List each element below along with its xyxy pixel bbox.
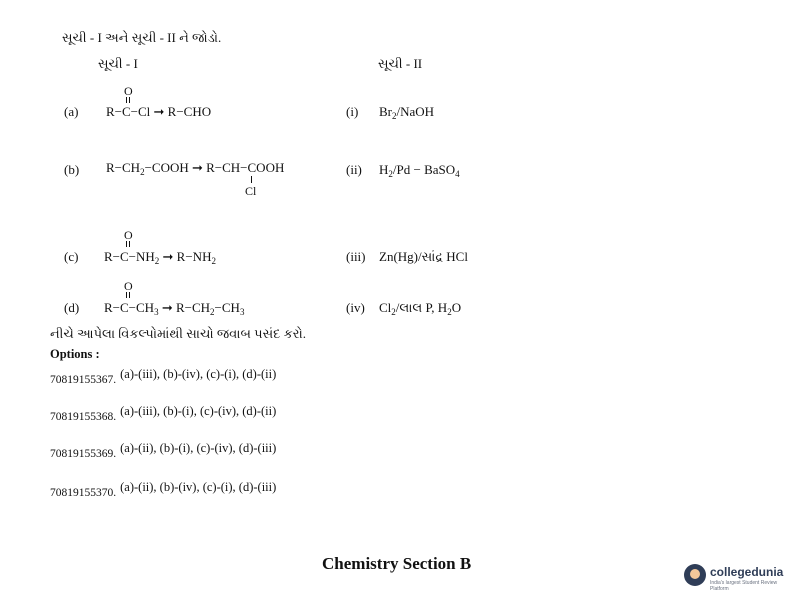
instruction-text: સૂચી - I અને સૂચી - II ને જોડો. bbox=[62, 30, 222, 45]
section-title: Chemistry Section B bbox=[322, 554, 472, 573]
double-bond bbox=[126, 292, 130, 298]
collegedunia-logo bbox=[684, 562, 784, 592]
reagent-ii: $H_2/Pd$ − BaSO$_4$ bbox=[379, 162, 460, 179]
option-id: 70819155369. bbox=[50, 448, 117, 460]
row-b-label: (b) bbox=[64, 162, 80, 177]
reagent-iii: Zn(Hg)/સાંદ્ર HCl bbox=[379, 249, 468, 264]
choose-prompt: નીચે આપેલા વિકલ્પોમાંથી સાચો જવાબ પસંદ કરો. bbox=[50, 326, 307, 341]
carbonyl-oxygen: O bbox=[124, 228, 133, 242]
option-item[interactable] bbox=[50, 404, 277, 425]
logo-name: collegedunia bbox=[710, 565, 784, 579]
reaction-b-equation: $R-CH_2-COOH$ ➞ R−CH−COOH bbox=[106, 160, 285, 177]
option-text: (a)-(iii), (b)-(i), (c)-(iv), (d)-(ii) bbox=[120, 404, 277, 418]
list2-heading: સૂચી - II bbox=[378, 56, 423, 71]
option-id: 70819155367. bbox=[50, 374, 117, 386]
option-id: 70819155368. bbox=[50, 411, 117, 423]
list1-heading: સૂચી - I bbox=[98, 56, 138, 71]
reagent-iv: $Cl_2/લાલ$ P, $H_2O$ bbox=[379, 300, 462, 317]
options-label: Options : bbox=[50, 347, 100, 361]
row-a-roman: (i) bbox=[346, 104, 359, 119]
row-c-label: (c) bbox=[64, 249, 79, 264]
single-bond bbox=[251, 176, 252, 183]
row-a-label: (a) bbox=[64, 104, 79, 119]
option-text: (a)-(ii), (b)-(i), (c)-(iv), (d)-(iii) bbox=[120, 441, 277, 455]
carbonyl-oxygen: O bbox=[124, 84, 133, 98]
row-d-label: (d) bbox=[64, 300, 80, 315]
option-item[interactable] bbox=[50, 441, 277, 462]
logo-tagline: India's largest Student Review Platform bbox=[710, 580, 778, 592]
carbonyl-oxygen: O bbox=[124, 279, 133, 293]
reaction-a-equation: R−C−Cl ➞ R−CHO bbox=[106, 104, 212, 119]
reagent-iv-word: લાલ P, H bbox=[399, 300, 448, 315]
option-text: (a)-(ii), (b)-(iv), (c)-(i), (d)-(iii) bbox=[120, 480, 277, 494]
option-item[interactable] bbox=[50, 480, 277, 501]
mascot-icon bbox=[684, 564, 706, 586]
option-item[interactable] bbox=[50, 367, 277, 388]
reaction-d-equation: $R-C-CH_3$ ➞ $R-CH_2-CH_3$ bbox=[104, 300, 245, 317]
double-bond bbox=[126, 97, 130, 103]
row-b-roman: (ii) bbox=[346, 162, 362, 177]
chlorine-substituent: Cl bbox=[245, 184, 257, 198]
double-bond bbox=[126, 241, 130, 247]
reaction-c-equation: $R-C-NH_2$ ➞ $R-NH_2$ bbox=[104, 249, 216, 266]
option-text: (a)-(iii), (b)-(iv), (c)-(i), (d)-(ii) bbox=[120, 367, 277, 381]
reagent-i: $Br_2$/NaOH bbox=[379, 104, 435, 121]
reagent-iii-word: સાંદ્ર HCl bbox=[421, 249, 468, 264]
option-id: 70819155370. bbox=[50, 487, 117, 499]
row-c-roman: (iii) bbox=[346, 249, 366, 264]
row-d-roman: (iv) bbox=[346, 300, 365, 315]
